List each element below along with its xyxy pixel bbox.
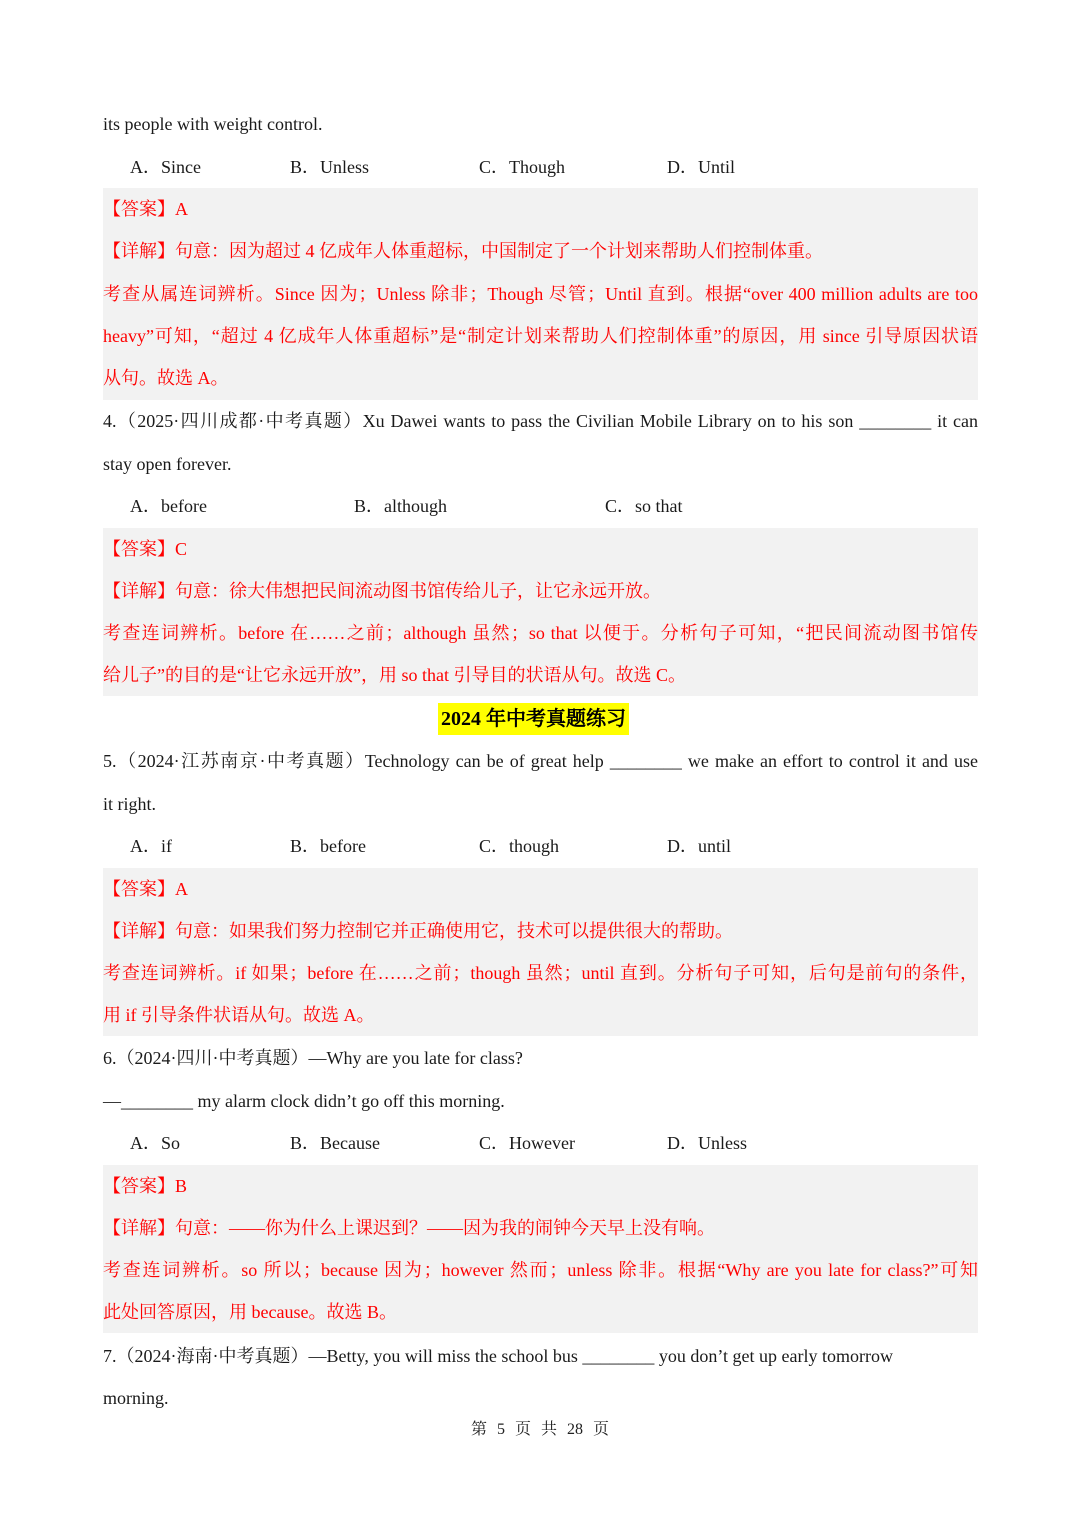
q3-option-c: C．Though xyxy=(479,157,566,177)
q5-option-c: C．though xyxy=(479,836,560,856)
q4-detail: 【详解】句意：徐大伟想把民间流动图书馆传给儿子，让它永远开放。 xyxy=(103,581,661,601)
q4-analysis-line: 考查连词辨析。before 在……之前；although 虽然；so that 以便于。分析句子可知，“把民间流动图书馆传 xyxy=(103,623,978,643)
q7-stem-line: morning. xyxy=(103,1388,169,1408)
footer-word: 页 xyxy=(514,1421,531,1438)
q5-detail: 【详解】句意：如果我们努力控制它并正确使用它，技术可以提供很大的帮助。 xyxy=(103,921,733,941)
total-page-count: 28 xyxy=(567,1421,584,1438)
q6-answer: 【答案】B xyxy=(103,1176,188,1196)
q6-option-a: A．So xyxy=(130,1133,181,1153)
q3-stem-end: its people with weight control. xyxy=(103,114,323,134)
q4-answer: 【答案】C xyxy=(103,539,188,559)
q6-stem-line: —________ my alarm clock didn’t go off this morning. xyxy=(103,1091,505,1111)
q7-stem-line: 7.（2024·海南·中考真题）—Betty, you will miss the school bus ________ you don’t get up early tomorrow xyxy=(103,1346,893,1366)
section-title: 2024 年中考真题练习 xyxy=(438,703,629,735)
footer-word: 第 xyxy=(470,1421,487,1438)
q4-analysis-line: 给儿子”的目的是“让它永远开放”，用 so that 引导目的状语从句。故选 C。 xyxy=(103,665,686,685)
q5-option-d: D．until xyxy=(667,836,732,856)
q5-stem-line: it right. xyxy=(103,794,156,814)
q4-option-a: A．before xyxy=(130,496,207,516)
q4-option-b: B．although xyxy=(354,496,447,516)
q3-analysis-line: 考查从属连词辨析。Since 因为；Unless 除非；Though 尽管；Until 直到。根据“over 400 million adults are too xyxy=(103,284,978,304)
page-footer xyxy=(0,1419,1080,1441)
footer-word: 页 xyxy=(593,1421,610,1438)
q3-option-b: B．Unless xyxy=(290,157,370,177)
q6-analysis-line: 考查连词辨析。so 所以；because 因为；however 然而；unless 除非。根据“Why are you late for class?”可知 xyxy=(103,1260,978,1280)
q5-answer: 【答案】A xyxy=(103,879,188,899)
q4-stem-line: stay open forever. xyxy=(103,454,232,474)
q6-option-d: D．Unless xyxy=(667,1133,747,1153)
q6-analysis-line: 此处回答原因，用 because。故选 B。 xyxy=(103,1302,397,1322)
q5-analysis-line: 用 if 引导条件状语从句。故选 A。 xyxy=(103,1005,375,1025)
q6-detail: 【详解】句意：——你为什么上课迟到？——因为我的闹钟今天早上没有响。 xyxy=(103,1218,715,1238)
q4-stem-line: 4.（2025·四川成都·中考真题）Xu Dawei wants to pass the Civilian Mobile Library on to his son ________ it can xyxy=(103,411,978,431)
q5-option-b: B．before xyxy=(290,836,366,856)
q3-analysis-line: 从句。故选 A。 xyxy=(103,368,229,388)
current-page-number: 5 xyxy=(496,1421,505,1438)
q3-analysis-line: heavy”可知，“超过 4 亿成年人体重超标”是“制定计划来帮助人们控制体重”的原因，用 since 引导原因状语 xyxy=(103,326,978,346)
q3-detail: 【详解】句意：因为超过 4 亿成年人体重超标，中国制定了一个计划来帮助人们控制体重。 xyxy=(103,241,823,261)
q3-option-d: D．Until xyxy=(667,157,736,177)
q6-option-b: B．Because xyxy=(290,1133,380,1153)
q6-stem-line: 6.（2024·四川·中考真题）—Why are you late for class? xyxy=(103,1048,523,1068)
q6-option-c: C．However xyxy=(479,1133,575,1153)
q3-answer: 【答案】A xyxy=(103,199,188,219)
q4-option-c: C．so that xyxy=(605,496,683,516)
q5-stem-line: 5.（2024·江苏南京·中考真题）Technology can be of great help ________ we make an effort to control it and use xyxy=(103,751,978,771)
q3-option-a: A．Since xyxy=(130,157,201,177)
q5-option-a: A．if xyxy=(130,836,172,856)
q5-analysis-line: 考查连词辨析。if 如果；before 在……之前；though 虽然；until 直到。分析句子可知，后句是前句的条件， xyxy=(103,963,978,983)
footer-word: 共 xyxy=(541,1421,558,1438)
